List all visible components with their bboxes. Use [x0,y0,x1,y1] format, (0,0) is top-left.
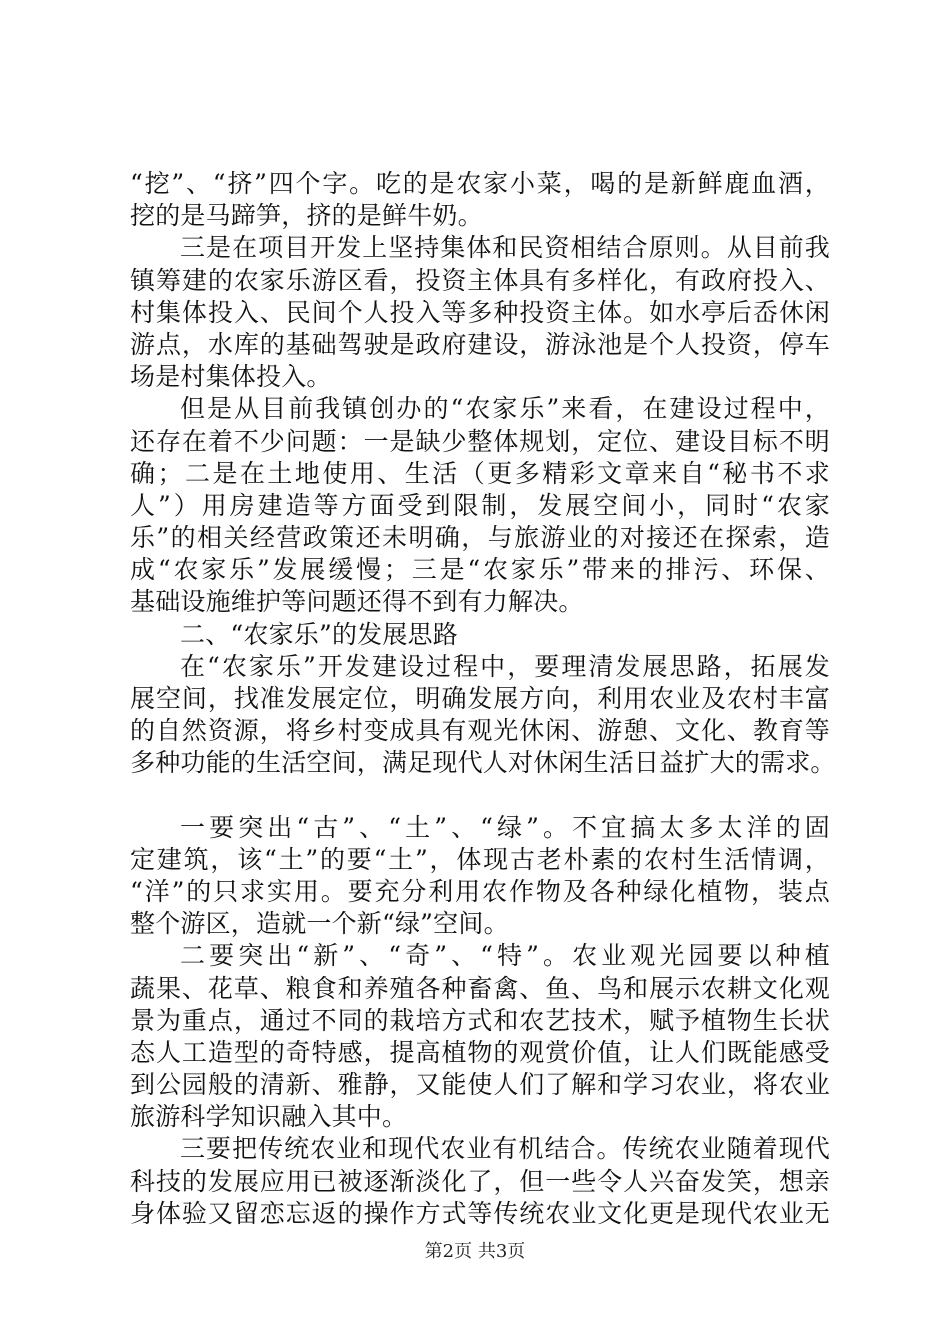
text-line: 确；二是在土地使用、生活（更多精彩文章来自“秘书不求 [130,458,830,488]
paragraph [130,232,830,393]
text-line: “洋”的只求实用。要充分利用农作物及各种绿化植物，装点 [130,876,830,906]
text-line: 在“农家乐”开发建设过程中，要理清发展思路，拓展发 [180,651,830,681]
paragraph [130,940,830,1133]
text-line: 村集体投入、民间个人投入等多种投资主体。如水亭后岙休闲 [130,297,830,327]
text-line: 一要突出“古”、“土”、“绿”。不宜搞太多太洋的固 [180,812,830,842]
text-line: 场是村集体投入。 [130,362,332,392]
text-line: “挖”、“挤”四个字。吃的是农家小菜，喝的是新鲜鹿血酒， [130,169,830,198]
text-line: 乐”的相关经营政策还未明确，与旅游业的对接还在探索，造 [130,523,830,553]
text-line: 科技的发展应用已被逐渐淡化了，但一些令人兴奋发笑，想亲 [130,1166,830,1196]
section-heading [130,619,830,651]
text-line: 的自然资源，将乡村变成具有观光休闲、游憩、文化、教育等 [130,716,830,746]
text-line: 多种功能的生活空间，满足现代人对休闲生活日益扩大的需求。 [130,748,836,778]
text-line: 挖的是马蹄笋，挤的是鲜牛奶。 [130,201,483,231]
text-line: 定建筑，该“土”的要“土”，体现古老朴素的农村生活情调， [130,844,830,874]
paragraph-gap [130,780,830,812]
text-line: 旅游科学知识融入其中。 [130,1102,408,1132]
page-footer [0,1240,950,1264]
text-line: 二要突出“新”、“奇”、“特”。农业观光园要以种植 [180,941,830,971]
text-line: 还存在着不少问题：一是缺少整体规划，定位、建设目标不明 [130,426,830,456]
text-line: 三要把传统农业和现代农业有机结合。传统农业随着现代 [180,1134,830,1164]
heading-text: 二、“农家乐”的发展思路 [180,619,458,649]
paragraph [130,393,830,618]
text-line: 整个游区，造就一个新“绿”空间。 [130,909,509,939]
text-line: 态人工造型的奇特感，提高植物的观赏价值，让人们既能感受 [130,1037,830,1067]
paragraph [130,168,830,232]
document-body [130,168,836,1230]
text-line: 但是从目前我镇创办的“农家乐”来看，在建设过程中， [180,394,830,424]
text-line: 展空间，找准发展定位，明确发展方向，利用农业及农村丰富 [130,684,830,713]
page-number: 第2页 共3页 [424,1241,526,1262]
text-line: 景为重点，通过不同的栽培方式和农艺技术，赋予植物生长状 [130,1005,830,1035]
text-line: 蔬果、花草、粮食和养殖各种畜禽、鱼、鸟和展示农耕文化观 [130,973,830,1003]
text-line: 游点，水库的基础驾驶是政府建设，游泳池是个人投资，停车 [130,329,830,359]
text-line: 基础设施维护等问题还得不到有力解决。 [130,587,584,617]
text-line: 三是在项目开发上坚持集体和民资相结合原则。从目前我 [180,233,830,263]
text-line: 成“农家乐”发展缓慢；三是“农家乐”带来的排污、环保、 [130,555,830,585]
paragraph [130,1133,830,1230]
paragraph [130,651,836,780]
text-line: 到公园般的清新、雅静，又能使人们了解和学习农业，将农业 [130,1070,830,1100]
text-line: 身体验又留恋忘返的操作方式等传统农业文化更是现代农业无 [130,1198,830,1228]
text-line: 人”）用房建造等方面受到限制，发展空间小，同时“农家 [130,490,830,520]
paragraph [130,812,830,941]
text-line: 镇筹建的农家乐游区看，投资主体具有多样化，有政府投入、 [130,265,830,295]
